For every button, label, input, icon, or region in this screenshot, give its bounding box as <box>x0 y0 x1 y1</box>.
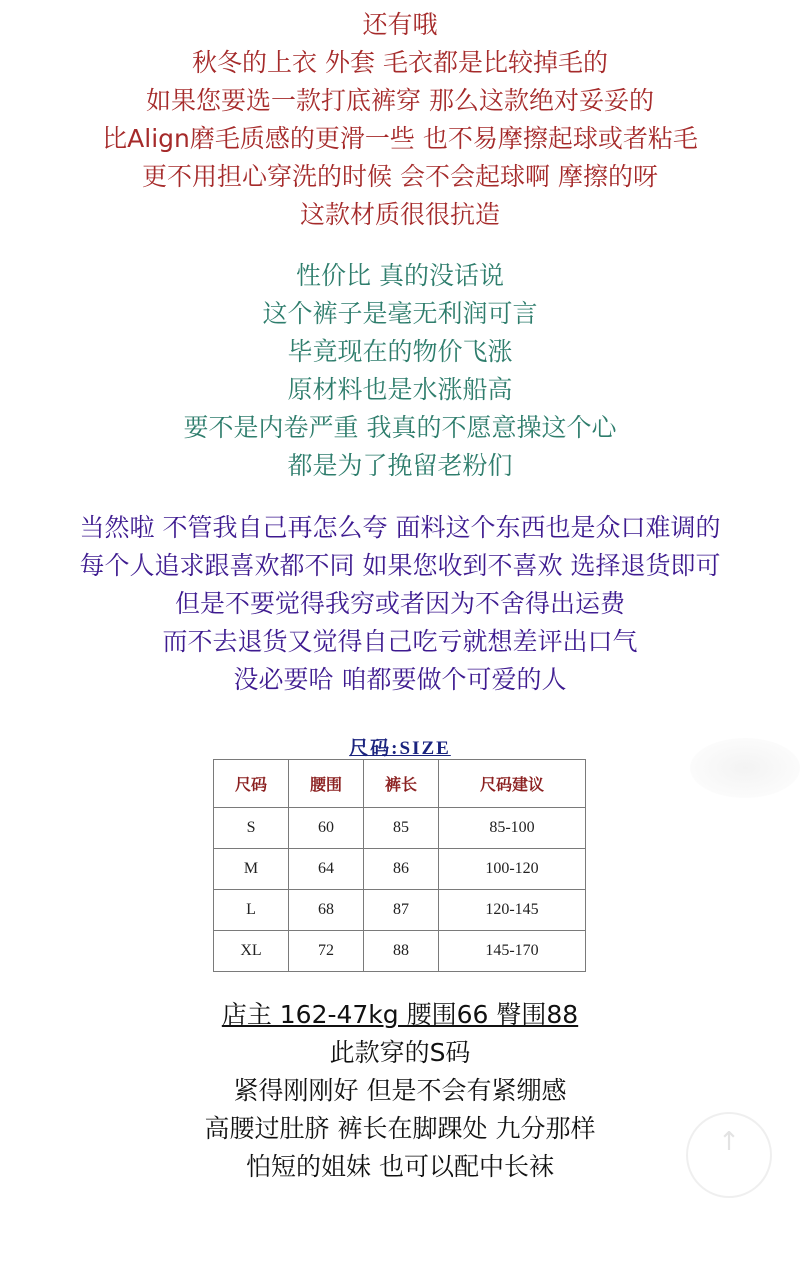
table-cell: 145-170 <box>439 931 586 972</box>
table-cell: L <box>214 890 289 931</box>
intro-line: 更不用担心穿洗的时候 会不会起球啊 摩擦的呀 <box>142 162 658 191</box>
owner-line: 怕短的姐妹 也可以配中长袜 <box>246 1152 554 1181</box>
value-section <box>0 257 800 485</box>
table-cell: S <box>214 808 289 849</box>
intro-section <box>0 6 800 234</box>
table-cell: 64 <box>289 849 364 890</box>
table-cell: 72 <box>289 931 364 972</box>
table-cell: 60 <box>289 808 364 849</box>
table-header-cell: 尺码建议 <box>439 760 586 808</box>
value-line: 要不是内卷严重 我真的不愿意操这个心 <box>183 413 617 442</box>
table-cell: M <box>214 849 289 890</box>
owner-section <box>0 996 800 1186</box>
returns-section <box>0 509 800 699</box>
table-cell: 85-100 <box>439 808 586 849</box>
table-row <box>214 849 586 890</box>
table-cell: XL <box>214 931 289 972</box>
intro-line: 还有哦 <box>362 10 438 39</box>
table-cell: 68 <box>289 890 364 931</box>
returns-line: 当然啦 不管我自己再怎么夸 面料这个东西也是众口难调的 <box>79 513 721 542</box>
size-chart-title: 尺码:SIZE <box>349 738 451 759</box>
table-row <box>214 890 586 931</box>
table-cell: 88 <box>364 931 439 972</box>
intro-line: 比Align磨毛质感的更滑一些 也不易摩擦起球或者粘毛 <box>102 124 698 153</box>
table-row <box>214 931 586 972</box>
value-line: 都是为了挽留老粉们 <box>287 451 513 480</box>
intro-line: 这款材质很很抗造 <box>299 200 500 229</box>
intro-line: 秋冬的上衣 外套 毛衣都是比较掉毛的 <box>192 48 608 77</box>
table-cell: 85 <box>364 808 439 849</box>
table-cell: 120-145 <box>439 890 586 931</box>
table-cell: 86 <box>364 849 439 890</box>
table-cell: 87 <box>364 890 439 931</box>
intro-line: 如果您要选一款打底裤穿 那么这款绝对妥妥的 <box>146 86 654 115</box>
returns-line: 而不去退货又觉得自己吃亏就想差评出口气 <box>162 627 638 656</box>
returns-line: 没必要哈 咱都要做个可爱的人 <box>233 665 567 694</box>
back-to-top-button[interactable] <box>686 1112 772 1198</box>
owner-line: 紧得刚刚好 但是不会有紧绷感 <box>233 1076 567 1105</box>
table-header-cell: 腰围 <box>289 760 364 808</box>
value-line: 原材料也是水涨船高 <box>287 375 513 404</box>
value-line: 这个裤子是毫无利润可言 <box>262 299 538 328</box>
returns-line: 每个人追求跟喜欢都不同 如果您收到不喜欢 选择退货即可 <box>79 551 721 580</box>
table-header-cell: 裤长 <box>364 760 439 808</box>
owner-line: 此款穿的S码 <box>329 1038 471 1067</box>
table-header-cell: 尺码 <box>214 760 289 808</box>
table-cell: 100-120 <box>439 849 586 890</box>
returns-line: 但是不要觉得我穷或者因为不舍得出运费 <box>174 589 625 618</box>
table-row <box>214 808 586 849</box>
value-line: 性价比 真的没话说 <box>296 261 504 290</box>
value-line: 毕竟现在的物价飞涨 <box>287 337 513 366</box>
arrow-up-icon: ↑ <box>718 1127 740 1157</box>
size-chart-table <box>213 759 586 972</box>
owner-line: 高腰过肚脐 裤长在脚踝处 九分那样 <box>204 1114 596 1143</box>
table-header-row <box>214 760 586 808</box>
owner-measurements: 店主 162-47kg 腰围66 臀围88 <box>221 1000 579 1029</box>
